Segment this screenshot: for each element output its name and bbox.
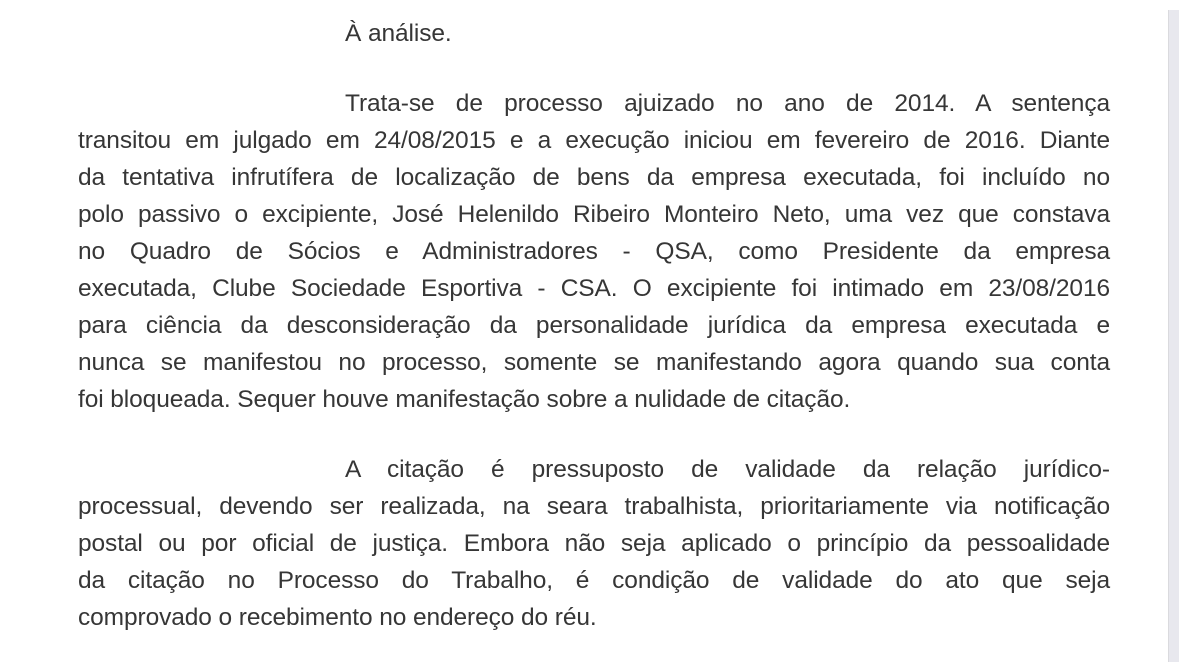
text-line: nunca se manifestou no processo, somente se manifestando agora quando sua conta bbox=[78, 349, 1110, 376]
text-line: comprovado o recebimento no endereço do réu. bbox=[78, 604, 597, 631]
text-line: transitou em julgado em 24/08/2015 e a execução iniciou em fevereiro de 2016. Diante bbox=[78, 127, 1110, 154]
document-page bbox=[78, 15, 1110, 636]
text-line: para ciência da desconsideração da personalidade jurídica da empresa executada e bbox=[78, 312, 1110, 339]
text-line: foi bloqueada. Sequer houve manifestação sobre a nulidade de citação. bbox=[78, 386, 851, 413]
scrollbar-track[interactable] bbox=[1168, 10, 1179, 662]
text-line: A citação é pressuposto de validade da relação jurídico- bbox=[345, 456, 1110, 483]
paragraph bbox=[78, 15, 1110, 52]
text-line: À análise. bbox=[345, 20, 452, 47]
text-line: polo passivo o excipiente, José Helenildo Ribeiro Monteiro Neto, uma vez que constava bbox=[78, 201, 1110, 228]
paragraph bbox=[78, 85, 1110, 418]
text-line: executada, Clube Sociedade Esportiva - CSA. O excipiente foi intimado em 23/08/2016 bbox=[78, 275, 1110, 302]
text-line: da citação no Processo do Trabalho, é condição de validade do ato que seja bbox=[78, 567, 1110, 594]
paragraph bbox=[78, 451, 1110, 636]
text-line: Trata-se de processo ajuizado no ano de 2014. A sentença bbox=[345, 90, 1110, 117]
text-line: da tentativa infrutífera de localização de bens da empresa executada, foi incluído no bbox=[78, 164, 1110, 191]
text-line: no Quadro de Sócios e Administradores - QSA, como Presidente da empresa bbox=[78, 238, 1110, 265]
text-line: processual, devendo ser realizada, na seara trabalhista, prioritariamente via notificação bbox=[78, 493, 1110, 520]
text-line: postal ou por oficial de justiça. Embora não seja aplicado o princípio da pessoalidade bbox=[78, 530, 1110, 557]
